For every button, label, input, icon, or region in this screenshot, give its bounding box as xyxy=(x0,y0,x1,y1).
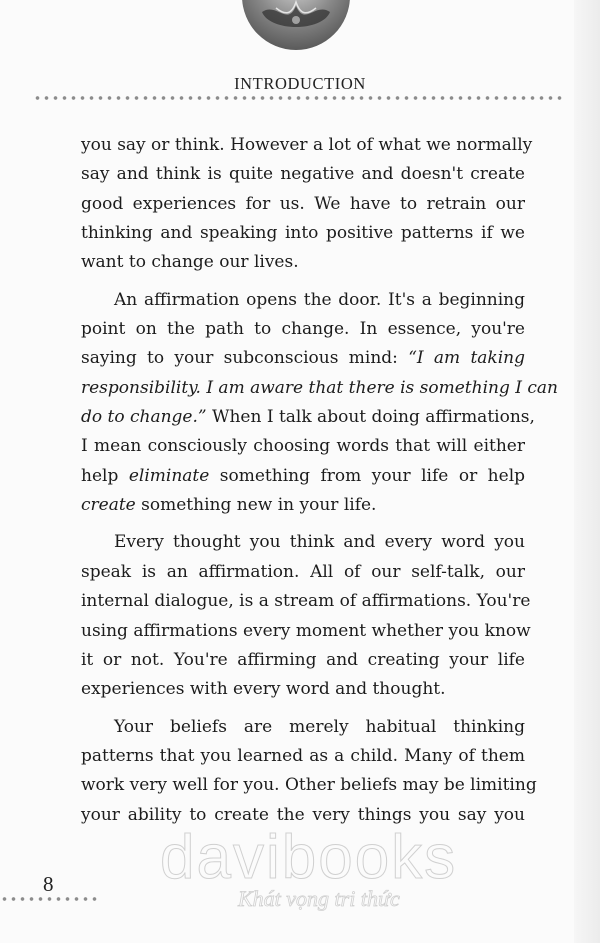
text-line xyxy=(81,344,525,373)
text-line xyxy=(81,315,525,344)
text-run: it or not. You're affirming and creating your life xyxy=(81,649,525,670)
text-run: something new in your life. xyxy=(135,495,377,516)
paragraph xyxy=(81,713,537,830)
text-line xyxy=(81,462,525,491)
text-run: say and think is quite negative and doesn't create xyxy=(81,164,525,185)
running-header-title: INTRODUCTION xyxy=(234,74,366,93)
text-run: you say or think. However a lot of what we normally xyxy=(81,135,533,155)
text-line xyxy=(81,558,525,587)
text-run: want to change our lives. xyxy=(81,252,299,273)
header-dotted-rule xyxy=(33,95,564,101)
text-run: When I talk about doing affirmations, xyxy=(206,407,535,428)
italic-text: do to change.” xyxy=(81,407,207,428)
text-run: internal dialogue, is a stream of affirmations. You're xyxy=(81,591,531,612)
text-run: patterns that you learned as a child. Many of them xyxy=(81,745,525,766)
page-edge-shadow xyxy=(574,0,600,943)
page-number: 8 xyxy=(43,872,54,896)
text-line xyxy=(81,219,525,248)
text-line xyxy=(81,374,558,403)
italic-text: create xyxy=(81,495,136,516)
text-line xyxy=(81,742,525,771)
italic-text: “I am taking xyxy=(408,348,525,369)
body-text xyxy=(81,131,558,838)
text-run: Your beliefs are merely habitual thinking xyxy=(114,716,525,737)
text-run: An affirmation opens the door. It's a beginning xyxy=(114,289,525,310)
watermark-tagline: Khát vọng tri thức xyxy=(238,886,400,911)
text-line xyxy=(81,432,525,461)
text-run: work very well for you. Other beliefs may be limiting xyxy=(81,775,537,796)
text-run: good experiences for us. We have to retrain our xyxy=(81,193,525,214)
text-line xyxy=(81,771,537,800)
text-run: I mean consciously choosing words that will either xyxy=(81,436,525,457)
text-run: experiences with every word and thought. xyxy=(81,679,446,700)
text-run: saying to your subconscious mind: xyxy=(81,348,409,369)
text-line xyxy=(81,160,525,189)
italic-text: responsibility. I am aware that there is something I can xyxy=(81,377,558,398)
text-line xyxy=(81,190,525,219)
text-line xyxy=(81,675,525,704)
text-line xyxy=(81,403,535,432)
paragraph xyxy=(81,131,533,278)
text-run: speak is an affirmation. All of our self-talk, our xyxy=(81,561,525,582)
text-line xyxy=(81,131,533,160)
italic-text: eliminate xyxy=(128,465,210,486)
text-line xyxy=(81,646,525,675)
text-run: point on the path to change. In essence, you're xyxy=(81,319,525,340)
text-line xyxy=(81,587,531,616)
paragraph xyxy=(81,286,558,521)
paragraph xyxy=(81,528,531,704)
text-line xyxy=(81,713,525,742)
header-ornament-emblem xyxy=(242,0,350,50)
text-run: your ability to create the very things you say you xyxy=(81,804,525,825)
text-line xyxy=(81,248,525,277)
text-run: using affirmations every moment whether you know xyxy=(81,620,531,641)
text-line xyxy=(81,286,525,315)
text-run: Every thought you think and every word you xyxy=(114,532,525,553)
ornament-leaf-icon xyxy=(242,0,350,50)
text-run: thinking and speaking into positive patterns if we xyxy=(81,223,525,244)
text-run: help xyxy=(81,465,129,486)
watermark-brand: davibooks xyxy=(160,823,458,892)
text-run: something from your life or help xyxy=(209,465,526,486)
text-line xyxy=(81,617,531,646)
text-line xyxy=(81,491,525,520)
text-line xyxy=(81,528,525,557)
